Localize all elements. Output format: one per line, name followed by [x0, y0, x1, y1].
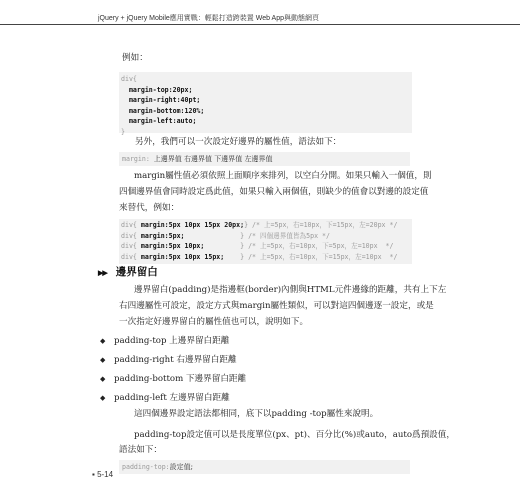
section-heading — [98, 264, 158, 279]
list-item: ◆ padding-left 左邊界留白距離 — [100, 393, 230, 403]
paragraph-margin-order-line3: 來替代，例如： — [119, 203, 180, 213]
code-line: margin-left:auto; — [121, 117, 197, 125]
code-line: div{ margin:5px 10px 15px 20px;} /* 上=5px，右=10px，下=15px，左=20px */ — [121, 221, 398, 229]
list-item: ◆ padding-bottom 下邊界留白距離 — [100, 374, 247, 384]
list-item: ◆ padding-right 右邊界留白距離 — [100, 355, 237, 365]
paragraph-padding-top-line2: 語法如下： — [119, 445, 162, 455]
code-line: div{ — [121, 75, 137, 83]
paragraph-margin-order-line1: margin屬性值必須依照上面順序來排列，以空白分開。如果只輸入一個值，則 — [134, 171, 432, 181]
code-line: div{ margin:5px; } /* 四個邊界值皆為5px */ — [121, 231, 330, 240]
fast-forward-icon: ▶▶ — [98, 270, 107, 277]
list-item: ◆ padding-top 上邊界留白距離 — [100, 336, 230, 346]
syntax-padding-top — [119, 460, 410, 474]
section-title: 邊界留白 — [115, 266, 158, 278]
diamond-bullet-icon: ◆ — [100, 356, 106, 364]
code-line: margin-right:40pt; — [121, 96, 201, 104]
code-line: margin-bottom:120%; — [121, 106, 205, 115]
paragraph-padding-line2: 右四邊屬性可設定，設定方式與margin屬性類似，可以對這四個邊逐一設定，或是 — [119, 301, 434, 311]
running-header: jQuery + jQuery Mobile應用實戰：輕鬆打造跨裝置 Web App與動態網頁 — [98, 15, 320, 22]
diamond-bullet-icon: ◆ — [100, 394, 106, 402]
code-line: } — [121, 127, 125, 136]
paragraph-example-intro: 例如： — [122, 53, 148, 63]
code-line: div{ margin:5px 10px; } /* 上=5px，右=10px，下=5px，左=10px */ — [121, 242, 394, 250]
syntax-code: padding-top: — [122, 463, 170, 471]
code-block-margin-shorthand — [119, 219, 412, 264]
paragraph-padding-syntax-note: 這四個邊界設定語法都相同，底下以padding -top屬性來說明。 — [134, 409, 379, 419]
diamond-bullet-icon: ◆ — [100, 337, 106, 345]
page-number: ▪ 5-14 — [92, 470, 114, 479]
paragraph-padding-top-line1: padding-top設定值可以是長度單位(px、pt)、百分比(%)或auto，auto爲預設值， — [134, 430, 455, 440]
paragraph-padding-line1: 邊界留白(padding)是指邊框(border)內側與HTML元件邊緣的距離，共有上下左 — [134, 285, 447, 295]
paragraph-margin-order-line2: 四個邊界值會同時設定爲此值，如果只輸入兩個值，則缺少的值會以對邊的設定值 — [119, 187, 429, 197]
syntax-text: 上邊界值 右邊界值 下邊界值 左邊界值 — [153, 155, 273, 163]
paragraph-padding-line3: 一次指定好邊界留白的屬性值也可以，說明如下。 — [119, 317, 309, 327]
syntax-margin-shorthand — [119, 152, 410, 166]
diamond-bullet-icon: ◆ — [100, 375, 106, 383]
header-rule — [0, 24, 520, 25]
code-line: margin-top:20px; — [121, 85, 193, 94]
paragraph-shorthand-intro: 另外，我們可以一次設定好邊界的屬性值，語法如下： — [135, 137, 342, 147]
code-line: div{ margin:5px 10px 15px; } /* 上=5px，右=10px，下=15px，左=10px */ — [121, 252, 398, 261]
syntax-text: 設定值; — [169, 463, 193, 471]
code-block-margin-properties — [119, 72, 412, 136]
syntax-code: margin: — [122, 155, 150, 163]
